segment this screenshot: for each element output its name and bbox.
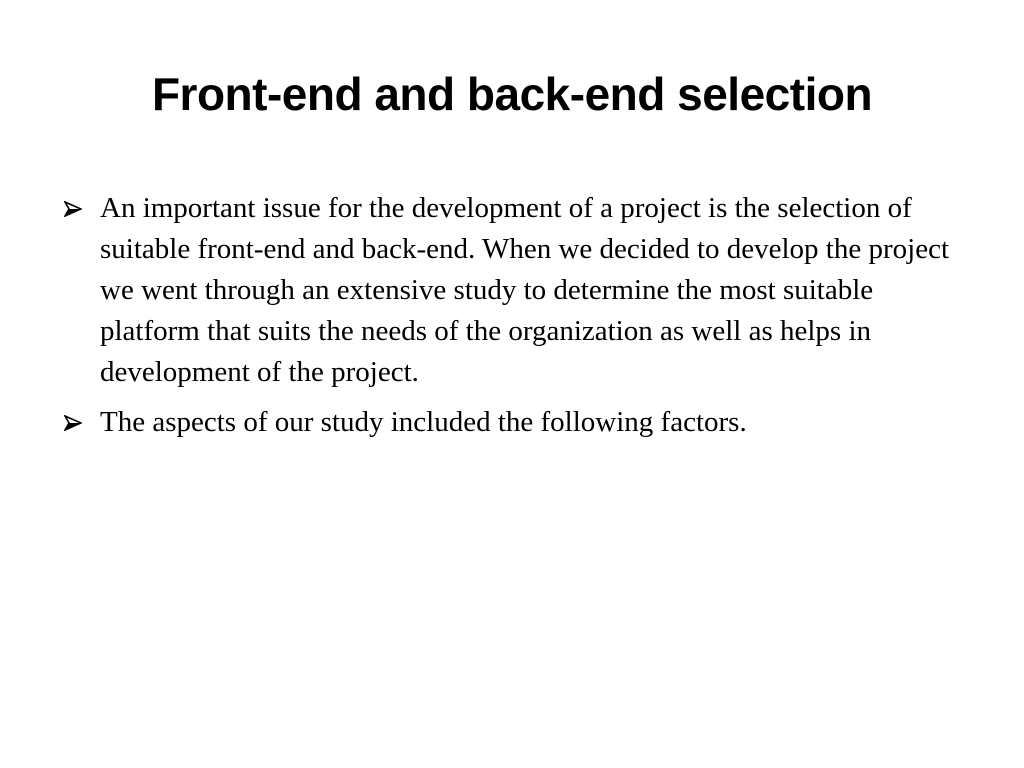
bullet-text: The aspects of our study included the following factors.	[100, 406, 747, 438]
bullet-item	[62, 188, 972, 393]
arrowhead-bullet-icon	[62, 402, 84, 443]
bullet-list	[62, 188, 972, 452]
arrowhead-bullet-icon	[62, 188, 84, 229]
bullet-item	[62, 402, 972, 443]
bullet-text: An important issue for the development of a project is the selection of suitable front-end and back-end. When we decided to develop the project we went through an extensive study to determine the most suitable platform that suits the needs of the organization as well as helps in development of the project.	[100, 192, 950, 388]
slide-title: Front-end and back-end selection	[151, 68, 873, 120]
